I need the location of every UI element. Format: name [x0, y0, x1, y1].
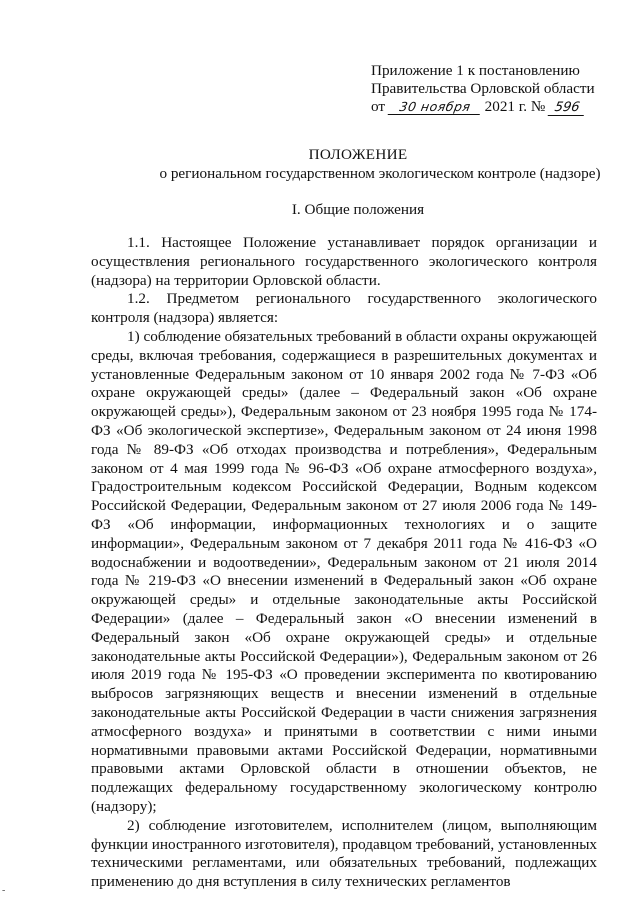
document-title: ПОЛОЖЕНИЕ: [308, 146, 408, 163]
margin-mark: -: [2, 885, 6, 896]
list-item-1: 1) соблюдение обязательных требований в области охраны окружающей среды, включая требования, содержащиеся в разрешительных документах и установленные Федеральным законом от 10 января 2002 года № 7-ФЗ «Об охране окружающей среды» (далее – Федеральный закон «Об охране окружающей среды»), Федеральным законом от 23 ноября 1995 года № 174-ФЗ «Об экологической экспертизе», Федеральным законом от 24 июня 1998 года № 89-ФЗ «Об отходах производства и потребления», Федеральным законом от 4 мая 1999 года № 96-ФЗ «Об охране атмосферного воздуха», Градостроительным кодексом Российской Федерации, Водным кодексом Российской Федерации, Федеральным законом от 27 июля 2006 года № 149-ФЗ «Об информации, информационных технологиях и о защите информации», Федеральным законом от 7 декабря 2011 года № 416-ФЗ «О водоснабжении и водоотведении», Федеральным законом от 21 июля 2014 года № 219-ФЗ «О внесении изменений в Федеральный закон «Об охране окружающей среды» и отдельные законодательные акты Российской Федерации» (далее – Федеральный закон «О внесении изменений в Федеральный закон «Об охране окружающей среды» и отдельные законодательные акты Российской Федерации»), Федеральным законом от 26 июля 2019 года № 195-ФЗ «О проведении эксперимента по квотированию выбросов загрязняющих веществ и внесении изменений в отдельные законодательные акты Российской Федерации в части снижения загрязнения атмосферного воздуха» и принятыми в соответствии с ними иными нормативными правовыми актами Российской Федерации, нормативными правовыми актами Орловской области в отношении объектов, не подлежащих федеральному государственному экологическому контролю (надзору);: [91, 327, 597, 815]
list-item-2: 2) соблюдение изготовителем, исполнителем (лицом, выполняющим функции иностранного изготовителя), продавцом требований, установленных техническими регламентами, или обязательных требований, подлежащих применению до дня вступления в силу технических регламентов: [91, 816, 597, 891]
paragraph-1-1: 1.1. Настоящее Положение устанавливает порядок организации и осуществления регионального государственного экологического контроля (надзора) на территории Орловской области.: [91, 234, 597, 289]
handwritten-number: 596: [548, 101, 587, 116]
date-number-line: [371, 98, 631, 116]
government-line: Правительства Орловской области: [371, 80, 595, 97]
section-heading: I. Общие положения: [291, 201, 425, 218]
appendix-line: Приложение 1 к постановлению: [371, 62, 580, 79]
date-prefix: от: [371, 98, 386, 115]
paragraph-1-2: 1.2. Предметом регионального государственного экологического контроля (надзора) является:: [91, 290, 597, 327]
year-text: 2021 г. №: [484, 98, 546, 115]
document-header: [371, 62, 631, 116]
document-body: [91, 234, 597, 892]
handwritten-date: 30 ноября: [388, 100, 483, 115]
document-subtitle: о региональном государственном экологическом контроле (надзоре): [159, 165, 601, 182]
